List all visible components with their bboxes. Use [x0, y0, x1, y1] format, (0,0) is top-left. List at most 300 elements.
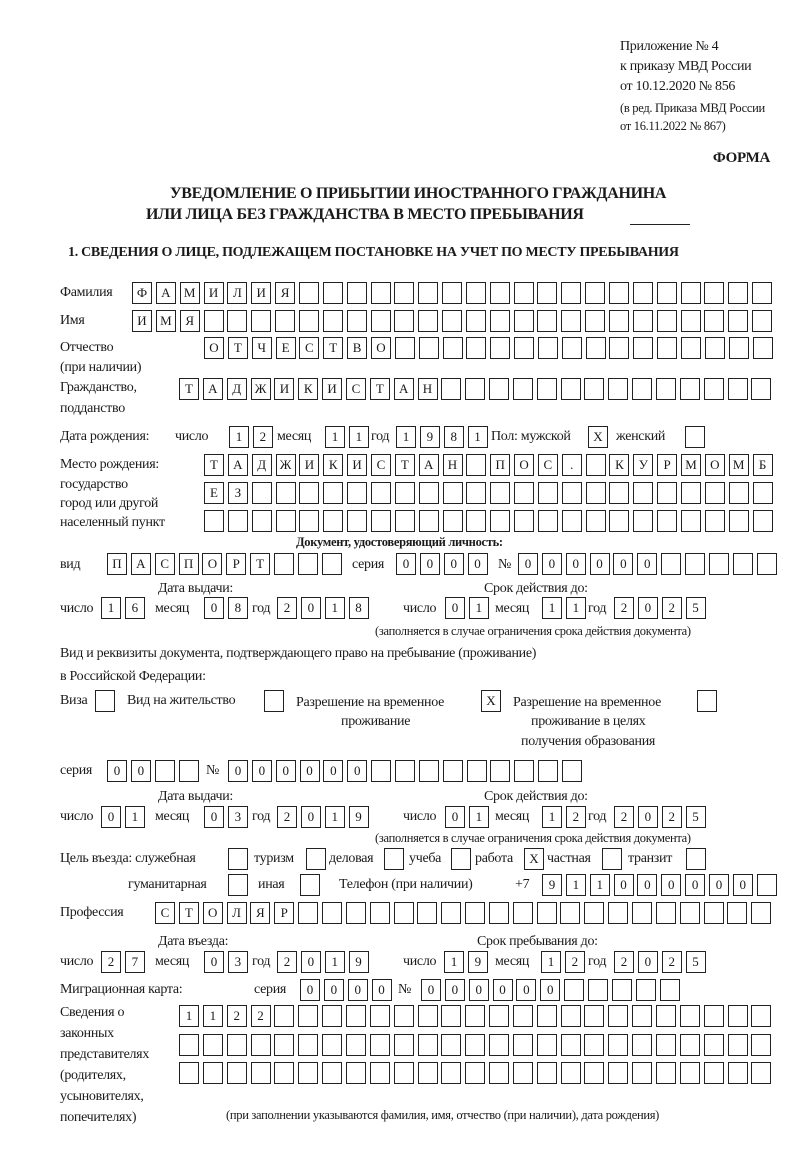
char-box[interactable]: [251, 1062, 271, 1084]
char-box[interactable]: [561, 310, 581, 332]
char-box[interactable]: [419, 482, 439, 504]
char-box[interactable]: [680, 1062, 700, 1084]
char-box[interactable]: Р: [226, 553, 246, 575]
char-box[interactable]: Т: [370, 378, 390, 400]
char-box[interactable]: 0: [131, 760, 151, 782]
char-box[interactable]: [466, 282, 486, 304]
char-box[interactable]: 2: [101, 951, 121, 973]
char-box[interactable]: Я: [180, 310, 200, 332]
char-box[interactable]: 2: [614, 951, 634, 973]
char-box[interactable]: [562, 482, 582, 504]
char-box[interactable]: [323, 510, 343, 532]
char-box[interactable]: 0: [493, 979, 513, 1001]
char-box[interactable]: [251, 310, 271, 332]
char-box[interactable]: С: [371, 454, 391, 476]
char-box[interactable]: [384, 848, 404, 870]
char-box[interactable]: [419, 510, 439, 532]
char-box[interactable]: [562, 337, 582, 359]
char-box[interactable]: [704, 378, 724, 400]
char-box[interactable]: 0: [445, 979, 465, 1001]
char-box[interactable]: 2: [253, 426, 273, 448]
char-box[interactable]: [264, 690, 284, 712]
char-box[interactable]: [322, 553, 342, 575]
char-box[interactable]: [705, 337, 725, 359]
char-box[interactable]: [633, 337, 653, 359]
char-box[interactable]: [299, 282, 319, 304]
char-box[interactable]: [252, 510, 272, 532]
char-box[interactable]: 2: [277, 597, 297, 619]
char-box[interactable]: [537, 282, 557, 304]
char-box[interactable]: Т: [204, 454, 224, 476]
char-box[interactable]: [602, 848, 622, 870]
char-box[interactable]: 8: [349, 597, 369, 619]
char-box[interactable]: 0: [204, 951, 224, 973]
char-box[interactable]: [727, 902, 747, 924]
char-box[interactable]: [227, 1034, 247, 1056]
char-box[interactable]: К: [323, 454, 343, 476]
char-box[interactable]: 0: [323, 760, 343, 782]
char-box[interactable]: [441, 1034, 461, 1056]
char-box[interactable]: [704, 1005, 724, 1027]
char-box[interactable]: [685, 426, 705, 448]
char-box[interactable]: [697, 690, 717, 712]
char-box[interactable]: [709, 553, 729, 575]
char-box[interactable]: [656, 378, 676, 400]
char-box[interactable]: 2: [614, 597, 634, 619]
char-box[interactable]: [586, 337, 606, 359]
char-box[interactable]: [537, 310, 557, 332]
char-box[interactable]: 0: [301, 806, 321, 828]
char-box[interactable]: [753, 337, 773, 359]
char-box[interactable]: [347, 482, 367, 504]
char-box[interactable]: [465, 378, 485, 400]
char-box[interactable]: 9: [349, 806, 369, 828]
char-box[interactable]: [394, 282, 414, 304]
char-box[interactable]: [371, 282, 391, 304]
char-box[interactable]: [418, 1005, 438, 1027]
char-box[interactable]: 0: [445, 806, 465, 828]
char-box[interactable]: [609, 310, 629, 332]
char-box[interactable]: [95, 690, 115, 712]
char-box[interactable]: [588, 979, 608, 1001]
char-box[interactable]: Б: [753, 454, 773, 476]
char-box[interactable]: [371, 482, 391, 504]
char-box[interactable]: [418, 1062, 438, 1084]
char-box[interactable]: [561, 1005, 581, 1027]
char-box[interactable]: 1: [541, 951, 561, 973]
char-box[interactable]: 0: [566, 553, 586, 575]
char-box[interactable]: [752, 310, 772, 332]
char-box[interactable]: [179, 1062, 199, 1084]
char-box[interactable]: 2: [662, 806, 682, 828]
char-box[interactable]: 0: [276, 760, 296, 782]
char-box[interactable]: [608, 378, 628, 400]
char-box[interactable]: [251, 1034, 271, 1056]
char-box[interactable]: [467, 760, 487, 782]
char-box[interactable]: 0: [468, 553, 488, 575]
char-box[interactable]: [417, 902, 437, 924]
char-box[interactable]: X: [481, 690, 501, 712]
char-box[interactable]: Р: [657, 454, 677, 476]
char-box[interactable]: [371, 510, 391, 532]
char-box[interactable]: [418, 1034, 438, 1056]
char-box[interactable]: Я: [275, 282, 295, 304]
char-box[interactable]: [346, 1005, 366, 1027]
char-box[interactable]: 0: [107, 760, 127, 782]
char-box[interactable]: 1: [444, 951, 464, 973]
char-box[interactable]: [562, 510, 582, 532]
char-box[interactable]: 0: [204, 597, 224, 619]
char-box[interactable]: [347, 510, 367, 532]
char-box[interactable]: 9: [542, 874, 562, 896]
char-box[interactable]: У: [633, 454, 653, 476]
char-box[interactable]: [656, 1005, 676, 1027]
char-box[interactable]: [636, 979, 656, 1001]
char-box[interactable]: [632, 1034, 652, 1056]
char-box[interactable]: 1: [396, 426, 416, 448]
char-box[interactable]: [681, 337, 701, 359]
char-box[interactable]: 0: [101, 806, 121, 828]
char-box[interactable]: [323, 282, 343, 304]
char-box[interactable]: 0: [516, 979, 536, 1001]
char-box[interactable]: 2: [662, 597, 682, 619]
char-box[interactable]: [394, 1005, 414, 1027]
char-box[interactable]: З: [228, 482, 248, 504]
char-box[interactable]: [418, 310, 438, 332]
char-box[interactable]: [490, 310, 510, 332]
char-box[interactable]: [227, 1062, 247, 1084]
char-box[interactable]: [704, 902, 724, 924]
char-box[interactable]: [490, 282, 510, 304]
char-box[interactable]: О: [203, 902, 223, 924]
char-box[interactable]: [322, 902, 342, 924]
char-box[interactable]: [657, 510, 677, 532]
char-box[interactable]: 0: [445, 597, 465, 619]
char-box[interactable]: [751, 1005, 771, 1027]
char-box[interactable]: И: [299, 454, 319, 476]
char-box[interactable]: [757, 553, 777, 575]
char-box[interactable]: 2: [662, 951, 682, 973]
char-box[interactable]: [299, 510, 319, 532]
char-box[interactable]: [560, 902, 580, 924]
char-box[interactable]: [346, 1034, 366, 1056]
char-box[interactable]: [274, 1005, 294, 1027]
char-box[interactable]: [395, 760, 415, 782]
char-box[interactable]: [275, 310, 295, 332]
char-box[interactable]: [561, 282, 581, 304]
char-box[interactable]: 0: [637, 553, 657, 575]
char-box[interactable]: [252, 482, 272, 504]
char-box[interactable]: [656, 1034, 676, 1056]
char-box[interactable]: Ф: [132, 282, 152, 304]
char-box[interactable]: [466, 482, 486, 504]
char-box[interactable]: [276, 482, 296, 504]
char-box[interactable]: [298, 902, 318, 924]
char-box[interactable]: Я: [250, 902, 270, 924]
char-box[interactable]: 9: [420, 426, 440, 448]
char-box[interactable]: Е: [204, 482, 224, 504]
char-box[interactable]: [513, 1005, 533, 1027]
char-box[interactable]: [657, 482, 677, 504]
char-box[interactable]: 1: [325, 597, 345, 619]
char-box[interactable]: [608, 1062, 628, 1084]
char-box[interactable]: 0: [614, 874, 634, 896]
char-box[interactable]: Д: [227, 378, 247, 400]
char-box[interactable]: [513, 902, 533, 924]
char-box[interactable]: [441, 1062, 461, 1084]
char-box[interactable]: [394, 1062, 414, 1084]
char-box[interactable]: [274, 1062, 294, 1084]
char-box[interactable]: 0: [518, 553, 538, 575]
char-box[interactable]: 0: [590, 553, 610, 575]
char-box[interactable]: [490, 760, 510, 782]
char-box[interactable]: 0: [444, 553, 464, 575]
char-box[interactable]: [686, 848, 706, 870]
char-box[interactable]: [632, 902, 652, 924]
char-box[interactable]: С: [155, 902, 175, 924]
char-box[interactable]: 3: [228, 806, 248, 828]
char-box[interactable]: [394, 1034, 414, 1056]
char-box[interactable]: [203, 1062, 223, 1084]
char-box[interactable]: М: [729, 454, 749, 476]
char-box[interactable]: [751, 1062, 771, 1084]
char-box[interactable]: [298, 1062, 318, 1084]
char-box[interactable]: Р: [274, 902, 294, 924]
char-box[interactable]: 0: [301, 597, 321, 619]
char-box[interactable]: [538, 337, 558, 359]
char-box[interactable]: 1: [566, 874, 586, 896]
char-box[interactable]: [705, 510, 725, 532]
char-box[interactable]: 2: [227, 1005, 247, 1027]
char-box[interactable]: [537, 902, 557, 924]
char-box[interactable]: Т: [179, 378, 199, 400]
char-box[interactable]: [228, 874, 248, 896]
char-box[interactable]: [632, 1062, 652, 1084]
char-box[interactable]: [490, 510, 510, 532]
char-box[interactable]: 2: [614, 806, 634, 828]
char-box[interactable]: 0: [469, 979, 489, 1001]
char-box[interactable]: [680, 1005, 700, 1027]
char-box[interactable]: [584, 1034, 604, 1056]
char-box[interactable]: [704, 1034, 724, 1056]
char-box[interactable]: О: [202, 553, 222, 575]
char-box[interactable]: [394, 902, 414, 924]
char-box[interactable]: [323, 482, 343, 504]
char-box[interactable]: [370, 1034, 390, 1056]
char-box[interactable]: [489, 1062, 509, 1084]
char-box[interactable]: [274, 1034, 294, 1056]
char-box[interactable]: 5: [686, 806, 706, 828]
char-box[interactable]: П: [179, 553, 199, 575]
char-box[interactable]: И: [322, 378, 342, 400]
char-box[interactable]: [585, 282, 605, 304]
char-box[interactable]: 0: [613, 553, 633, 575]
char-box[interactable]: [489, 1005, 509, 1027]
char-box[interactable]: 2: [277, 806, 297, 828]
char-box[interactable]: [347, 310, 367, 332]
char-box[interactable]: [465, 902, 485, 924]
char-box[interactable]: А: [156, 282, 176, 304]
char-box[interactable]: [608, 902, 628, 924]
char-box[interactable]: [514, 510, 534, 532]
char-box[interactable]: X: [588, 426, 608, 448]
char-box[interactable]: [656, 902, 676, 924]
char-box[interactable]: [584, 378, 604, 400]
char-box[interactable]: О: [204, 337, 224, 359]
char-box[interactable]: 1: [125, 806, 145, 828]
char-box[interactable]: [441, 378, 461, 400]
char-box[interactable]: 1: [203, 1005, 223, 1027]
char-box[interactable]: 0: [372, 979, 392, 1001]
char-box[interactable]: [753, 482, 773, 504]
char-box[interactable]: [633, 310, 653, 332]
char-box[interactable]: [705, 482, 725, 504]
char-box[interactable]: Ж: [251, 378, 271, 400]
char-box[interactable]: К: [298, 378, 318, 400]
char-box[interactable]: 0: [396, 553, 416, 575]
char-box[interactable]: [751, 1034, 771, 1056]
char-box[interactable]: 1: [229, 426, 249, 448]
char-box[interactable]: [370, 1062, 390, 1084]
char-box[interactable]: [298, 553, 318, 575]
char-box[interactable]: [728, 1005, 748, 1027]
char-box[interactable]: Т: [395, 454, 415, 476]
char-box[interactable]: 2: [277, 951, 297, 973]
char-box[interactable]: Н: [418, 378, 438, 400]
char-box[interactable]: [586, 454, 606, 476]
char-box[interactable]: [274, 553, 294, 575]
char-box[interactable]: И: [132, 310, 152, 332]
char-box[interactable]: [465, 1005, 485, 1027]
char-box[interactable]: [276, 510, 296, 532]
char-box[interactable]: О: [705, 454, 725, 476]
char-box[interactable]: [203, 1034, 223, 1056]
char-box[interactable]: [632, 378, 652, 400]
char-box[interactable]: 1: [542, 806, 562, 828]
char-box[interactable]: [418, 282, 438, 304]
char-box[interactable]: Д: [252, 454, 272, 476]
char-box[interactable]: [513, 1062, 533, 1084]
char-box[interactable]: 1: [349, 426, 369, 448]
char-box[interactable]: [443, 510, 463, 532]
char-box[interactable]: [299, 482, 319, 504]
char-box[interactable]: [490, 482, 510, 504]
char-box[interactable]: [419, 760, 439, 782]
char-box[interactable]: [228, 510, 248, 532]
char-box[interactable]: [395, 482, 415, 504]
char-box[interactable]: [489, 378, 509, 400]
char-box[interactable]: [443, 337, 463, 359]
char-box[interactable]: [733, 553, 753, 575]
char-box[interactable]: [656, 1062, 676, 1084]
char-box[interactable]: А: [394, 378, 414, 400]
char-box[interactable]: [752, 282, 772, 304]
char-box[interactable]: 9: [468, 951, 488, 973]
char-box[interactable]: С: [299, 337, 319, 359]
char-box[interactable]: [442, 282, 462, 304]
char-box[interactable]: 0: [301, 951, 321, 973]
char-box[interactable]: [562, 760, 582, 782]
char-box[interactable]: М: [156, 310, 176, 332]
char-box[interactable]: [490, 337, 510, 359]
char-box[interactable]: [633, 510, 653, 532]
char-box[interactable]: 1: [325, 951, 345, 973]
char-box[interactable]: 0: [638, 951, 658, 973]
char-box[interactable]: 0: [420, 553, 440, 575]
char-box[interactable]: [466, 510, 486, 532]
char-box[interactable]: [681, 282, 701, 304]
char-box[interactable]: В: [347, 337, 367, 359]
char-box[interactable]: [513, 1034, 533, 1056]
char-box[interactable]: [443, 482, 463, 504]
char-box[interactable]: [466, 454, 486, 476]
char-box[interactable]: [609, 282, 629, 304]
char-box[interactable]: [680, 902, 700, 924]
char-box[interactable]: [204, 510, 224, 532]
char-box[interactable]: [584, 1005, 604, 1027]
char-box[interactable]: [584, 1062, 604, 1084]
char-box[interactable]: [204, 310, 224, 332]
char-box[interactable]: [612, 979, 632, 1001]
char-box[interactable]: [537, 1034, 557, 1056]
char-box[interactable]: Т: [179, 902, 199, 924]
char-box[interactable]: [298, 1034, 318, 1056]
char-box[interactable]: 0: [324, 979, 344, 1001]
char-box[interactable]: [657, 337, 677, 359]
char-box[interactable]: [585, 310, 605, 332]
char-box[interactable]: А: [203, 378, 223, 400]
char-box[interactable]: 0: [638, 806, 658, 828]
char-box[interactable]: [514, 337, 534, 359]
char-box[interactable]: 1: [325, 426, 345, 448]
char-box[interactable]: [179, 760, 199, 782]
char-box[interactable]: [346, 902, 366, 924]
char-box[interactable]: [370, 902, 390, 924]
char-box[interactable]: [465, 1034, 485, 1056]
char-box[interactable]: [584, 902, 604, 924]
char-box[interactable]: [681, 310, 701, 332]
char-box[interactable]: [680, 1034, 700, 1056]
char-box[interactable]: С: [155, 553, 175, 575]
char-box[interactable]: [514, 282, 534, 304]
char-box[interactable]: Ч: [252, 337, 272, 359]
char-box[interactable]: Т: [250, 553, 270, 575]
char-box[interactable]: 0: [300, 979, 320, 1001]
char-box[interactable]: 1: [179, 1005, 199, 1027]
char-box[interactable]: [451, 848, 471, 870]
char-box[interactable]: 0: [709, 874, 729, 896]
char-box[interactable]: [514, 310, 534, 332]
char-box[interactable]: К: [609, 454, 629, 476]
char-box[interactable]: [633, 482, 653, 504]
char-box[interactable]: 0: [733, 874, 753, 896]
char-box[interactable]: [561, 378, 581, 400]
char-box[interactable]: С: [538, 454, 558, 476]
char-box[interactable]: [371, 760, 391, 782]
char-box[interactable]: [586, 482, 606, 504]
char-box[interactable]: [728, 378, 748, 400]
char-box[interactable]: 0: [638, 597, 658, 619]
char-box[interactable]: [632, 1005, 652, 1027]
char-box[interactable]: [514, 482, 534, 504]
char-box[interactable]: [728, 282, 748, 304]
char-box[interactable]: О: [514, 454, 534, 476]
char-box[interactable]: [395, 337, 415, 359]
char-box[interactable]: 1: [468, 426, 488, 448]
char-box[interactable]: [395, 510, 415, 532]
char-box[interactable]: [322, 1034, 342, 1056]
char-box[interactable]: [609, 337, 629, 359]
